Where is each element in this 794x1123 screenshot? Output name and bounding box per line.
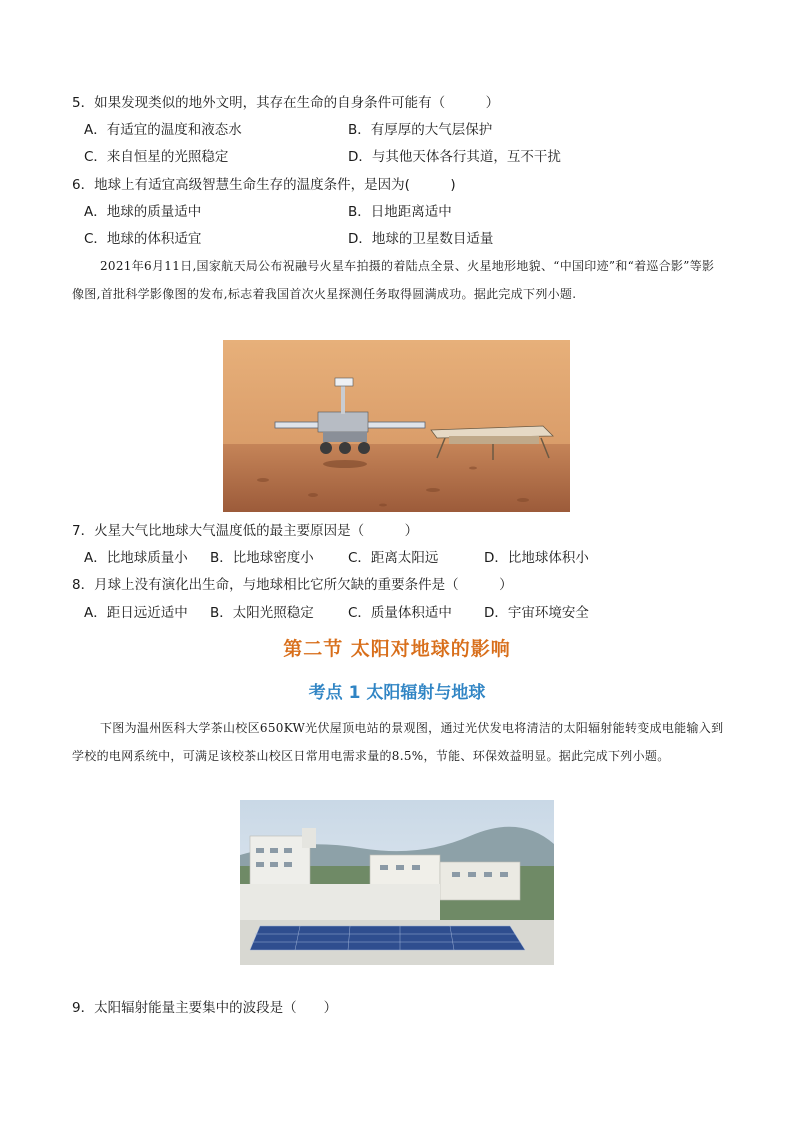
question-5-option-d: D．与其他天体各行其道，互不干扰 (348, 149, 561, 165)
mars-passage: 2021年6月11日,国家航天局公布祝融号火星车拍摄的着陆点全景、火星地形地貌、“中国印迹”和“着巡合影”等影像图,首批科学影像图的发布,标志着我国首次火星探测任务取得圆满成功。据此完成下列小题. (72, 259, 715, 301)
question-7-option-d: D．比地球体积小 (484, 550, 589, 566)
question-9-stem: 9．太阳辐射能量主要集中的波段是（ ） (72, 1000, 338, 1016)
question-5-option-b: B．有厚厚的大气层保护 (348, 122, 493, 138)
question-6-stem: 6．地球上有适宜高级智慧生命生存的温度条件，是因为( ) (72, 177, 456, 193)
question-6-option-b: B．日地距离适中 (348, 204, 452, 220)
question-6-option-c: C．地球的体积适宜 (84, 231, 202, 247)
question-8-option-b: B．太阳光照稳定 (210, 605, 314, 621)
question-8-option-d: D．宇宙环境安全 (484, 605, 589, 621)
question-6-option-a: A．地球的质量适中 (84, 204, 202, 220)
point-title: 考点 1 太阳辐射与地球 (308, 683, 486, 703)
question-6-option-d: D．地球的卫星数目适量 (348, 231, 494, 247)
question-5-stem: 5．如果发现类似的地外文明，其存在生命的自身条件可能有（ ） (72, 95, 500, 111)
solar-passage: 下图为温州医科大学茶山校区650KW光伏屋顶电站的景观图，通过光伏发电将清洁的太阳辐射能转变成电能输入到学校的电网系统中，可满足该校茶山校区日常用电需求量的8.5%，节能、环保效益明显。据此完成下列小题。 (72, 721, 724, 763)
question-8-stem: 8．月球上没有演化出生命，与地球相比它所欠缺的重要条件是（ ） (72, 577, 513, 593)
question-8-option-c: C．质量体积适中 (348, 605, 452, 621)
question-7-option-a: A．比地球质量小 (84, 550, 188, 566)
mars-rover-photo (223, 340, 570, 512)
question-8-option-a: A．距日远近适中 (84, 605, 188, 621)
section-title: 第二节 太阳对地球的影响 (283, 638, 511, 660)
question-7-stem: 7．火星大气比地球大气温度低的最主要原因是（ ） (72, 523, 419, 539)
question-7-option-c: C．距离太阳远 (348, 550, 439, 566)
solar-rooftop-photo (240, 800, 554, 965)
question-5-option-a: A．有适宜的温度和液态水 (84, 122, 242, 138)
question-7-option-b: B．比地球密度小 (210, 550, 314, 566)
question-5-option-c: C．来自恒星的光照稳定 (84, 149, 229, 165)
